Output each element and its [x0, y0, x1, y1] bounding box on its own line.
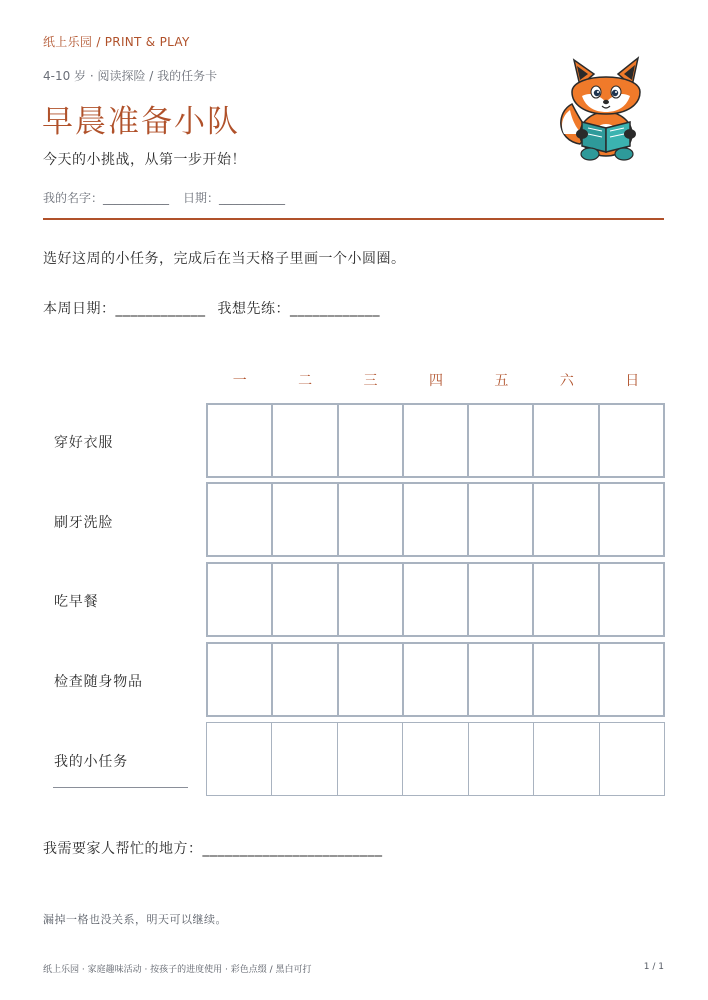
checkbox-cell[interactable]: [534, 564, 599, 635]
checkbox-cell[interactable]: [338, 723, 403, 795]
checkbox-cell[interactable]: [273, 405, 338, 476]
checkbox-cell[interactable]: [404, 644, 469, 715]
checkbox-cell[interactable]: [208, 644, 273, 715]
page-subtitle: 今天的小挑战，从第一步开始！: [43, 152, 246, 168]
day-label: 二: [298, 373, 313, 389]
checkbox-cell[interactable]: [273, 644, 338, 715]
weekday-header: [207, 370, 665, 388]
checkbox-cell[interactable]: [208, 484, 273, 555]
checkbox-cell[interactable]: [600, 723, 664, 795]
page-number: 1 / 1: [643, 962, 664, 972]
help-needed-field[interactable]: 我需要家人帮忙的地方：________________________: [43, 841, 383, 857]
breadcrumb: 4-10 岁 · 阅读探险 / 我的任务卡: [43, 69, 218, 83]
checkbox-cell[interactable]: [207, 723, 272, 795]
brand-label: 纸上乐园 / PRINT & PLAY: [43, 35, 190, 49]
checkbox-cell[interactable]: [600, 644, 663, 715]
task-label: 吃早餐: [54, 594, 99, 610]
day-label: 四: [428, 373, 443, 389]
checkbox-cell[interactable]: [339, 484, 404, 555]
checkbox-cell[interactable]: [600, 484, 663, 555]
page-title: 早晨准备小队: [42, 104, 240, 140]
checkbox-cell[interactable]: [404, 405, 469, 476]
week-fields: [43, 298, 380, 318]
checkbox-cell[interactable]: [339, 405, 404, 476]
checkbox-cell[interactable]: [600, 405, 663, 476]
checkbox-cell[interactable]: [273, 484, 338, 555]
checkbox-cell[interactable]: [403, 723, 468, 795]
practice-first-field[interactable]: 我想先练：____________: [217, 301, 380, 317]
checkbox-cell[interactable]: [273, 564, 338, 635]
checkbox-cell[interactable]: [404, 484, 469, 555]
checkbox-cell[interactable]: [534, 723, 599, 795]
checkbox-cell[interactable]: [339, 644, 404, 715]
day-label: 五: [494, 373, 509, 389]
task-row-grid: [206, 562, 665, 637]
header-divider: [43, 218, 664, 220]
checkbox-cell[interactable]: [469, 644, 534, 715]
checkbox-cell[interactable]: [208, 405, 273, 476]
day-label: 三: [363, 373, 378, 389]
day-label: 六: [559, 373, 574, 389]
checkbox-cell[interactable]: [272, 723, 337, 795]
checkbox-cell[interactable]: [208, 564, 273, 635]
checkbox-cell[interactable]: [404, 564, 469, 635]
fox-reading-book-icon: [550, 52, 664, 164]
footer-text: 纸上乐园 · 家庭趣味活动 · 按孩子的进度使用 · 彩色点缀 / 黑白可打: [43, 965, 312, 975]
checkbox-cell[interactable]: [469, 723, 534, 795]
task-row-grid: [206, 482, 665, 557]
instructions-text: 选好这周的小任务，完成后在当天格子里画一个小圆圈。: [43, 251, 406, 267]
encouragement-note: 漏掉一格也没关系，明天可以继续。: [43, 913, 227, 926]
task-row-grid: [206, 403, 665, 478]
task-label: 检查随身物品: [54, 674, 143, 690]
task-label: 穿好衣服: [54, 435, 114, 451]
name-date-fields: [43, 189, 285, 206]
task-label: 我的小任务: [54, 754, 128, 770]
checkbox-cell[interactable]: [469, 564, 534, 635]
checkbox-cell[interactable]: [534, 484, 599, 555]
custom-task-line[interactable]: [53, 787, 188, 788]
week-dates-field[interactable]: 本周日期：____________: [43, 301, 206, 317]
day-label: 日: [625, 373, 640, 389]
checkbox-cell[interactable]: [469, 484, 534, 555]
checkbox-cell[interactable]: [534, 644, 599, 715]
checkbox-cell[interactable]: [534, 405, 599, 476]
checkbox-cell[interactable]: [600, 564, 663, 635]
task-row-grid: [206, 722, 665, 796]
checkbox-cell[interactable]: [339, 564, 404, 635]
task-row-grid: [206, 642, 665, 717]
checkbox-cell[interactable]: [469, 405, 534, 476]
task-label: 刷牙洗脸: [54, 515, 114, 531]
date-field[interactable]: 日期：___________: [183, 191, 286, 205]
name-field[interactable]: 我的名字：___________: [43, 191, 170, 205]
day-label: 一: [232, 373, 247, 389]
